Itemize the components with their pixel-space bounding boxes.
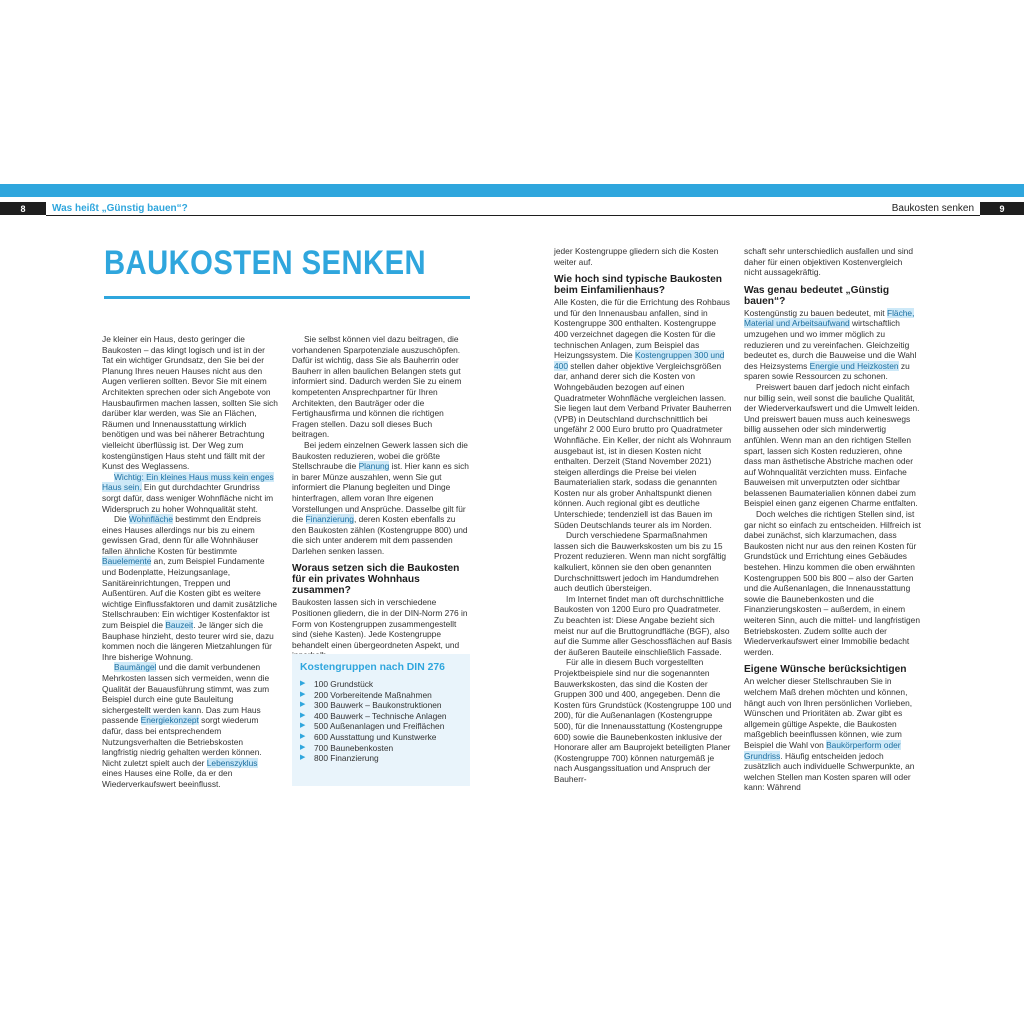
- box-title: Kostengruppen nach DIN 276: [300, 662, 445, 673]
- cost-group-label: 700 Baunebenkosten: [314, 742, 394, 753]
- text-column-3: [554, 246, 732, 785]
- cost-group-label: 100 Grundstück: [314, 679, 374, 689]
- triangle-bullet-icon: ▶: [300, 701, 306, 709]
- highlighted-term: Energie und Heizkosten: [809, 360, 899, 371]
- cost-group-label: 600 Ausstattung und Kunstwerke: [314, 731, 437, 742]
- highlighted-term: Finanzierung: [305, 514, 354, 525]
- body-paragraph: Doch welches die richtigen Stellen sind, ist gar nicht so einfach zu entscheiden. Hilfreich ist dabei zunächst, sich klarzumachen, dass Baukosten nicht nur aus den reinen Kosten für Grundstück und Errichtung eines Gebäudes bestehen. Hinzu kommen die oben erwähnten Kostengruppen 500 bis 800 – also der Garten und die Außenanlagen, die Innenausstattung sowie die Baunebenkosten und die Finanzierungskosten – außerdem, in einem weiteren Sinn, auch die mittel- und langfristigen Betriebskosten. Zudem sollte auch der Wiederverkaufswert einer Immobilie bedacht werden.: [744, 509, 921, 657]
- cost-group-item: [300, 743, 470, 754]
- body-paragraph: Sie selbst können viel dazu beitragen, die vorhandenen Sparpotenziale auszuschöpfen. Dafür ist wichtig, dass Sie als Bauherrin oder Bauherr in allen baulichen Belangen stets gut informiert sind. Dadurch werden Sie zu einem kompetenten Ansprechpartner für Ihren Architekten, den Bauträger oder die Fertighausfirma und können die richtigen Fragen stellen. Dazu soll dieses Buch beitragen.: [292, 334, 462, 440]
- text-column-4: [744, 246, 922, 793]
- highlighted-term: Baumängel: [114, 662, 157, 673]
- cost-group-label: 400 Bauwerk – Technische Anlagen: [314, 710, 447, 721]
- header-rule-right: [512, 215, 980, 216]
- section-heading: Eigene Wünsche berücksichtigen: [744, 664, 907, 676]
- cost-group-item: [300, 732, 470, 743]
- section-heading: Wie hoch sind typische Baukosten beim Einfamilienhaus?: [554, 274, 723, 297]
- text-column-1: [102, 334, 278, 790]
- body-paragraph: Bei jedem einzelnen Gewerk lassen sich die Baukosten reduzieren, wobei die größte Stellschraube die Planung ist. Hier kann es sich in barer Münze auszahlen, wenn Sie gut informiert die Planung begleiten und Dinge hinterfragen, allem voran Ihre eigenen Vorstellungen und Ansprüche. Dasselbe gilt für die Finanzierung, deren Kosten ebenfalls zu den Baukosten zählen (Kostengruppe 800) und die sich unter anderem mit dem passenden Darlehen senken lassen.: [292, 439, 469, 556]
- section-heading: Was genau bedeutet „Günstig bauen“?: [744, 284, 890, 307]
- highlighted-term: Lebenszyklus: [206, 757, 258, 768]
- body-paragraph: Wichtig: Ein kleines Haus muss kein enges Haus sein. Ein gut durchdachter Grundriss sorgt dafür, dass weniger Wohnfläche nicht im Widerspruch zu hoher Wohnqualität steht.: [102, 471, 274, 514]
- body-paragraph: Preiswert bauen darf jedoch nicht einfach nur billig sein, weil sonst die bauliche Qualität, der Wiederverkaufswert und die Umwelt leiden. Und preiswert bauen muss auch keineswegs billig aussehen oder sich minderwertig anfühlen. Wenn man an den richtigen Stellen spart, lassen sich Kosten reduzieren, ohne dass man ästhetische Abstriche machen oder auf Wohnqualität verzichten muss. Einfache Bauweisen mit unverputzten oder sichtbar belassenen Baumaterialien können dabei zum Beispiel einen ganz eigenen Charme entfalten.: [744, 381, 920, 509]
- triangle-bullet-icon: ▶: [300, 690, 306, 698]
- cost-group-label: 300 Bauwerk – Baukonstruktionen: [314, 700, 442, 711]
- text-column-2: [292, 334, 470, 661]
- cost-group-item: [300, 753, 470, 764]
- cost-group-item: [300, 721, 470, 732]
- body-paragraph: Kostengünstig zu bauen bedeutet, mit Fläche, Material und Arbeitsaufwand wirtschaftlich umzugehen und wo immer möglich zu reduzieren und zu vereinfachen. Gleichzeitig bedeutet es, durch die Bauweise und die Wahl des Heizsystems Energie und Heizkosten zu sparen sowie Ressourcen zu schonen.: [744, 307, 917, 382]
- body-paragraph: jeder Kostengruppe gliedern sich die Kosten weiter auf.: [554, 246, 719, 267]
- triangle-bullet-icon: ▶: [300, 711, 306, 719]
- running-title-right: Baukosten senken: [891, 203, 974, 214]
- body-paragraph: Baumängel und die damit verbundenen Mehrkosten lassen sich vermeiden, wenn die Qualität der Bauausführung stimmt, was zum Beispiel durch eine gute Bauleitung sichergestellt werden kann. Das zum Haus passende Energiekonzept sorgt wiederum dafür, dass bei entsprechendem Nutzungsverhalten die Betriebskosten langfristig niedrig gehalten werden können. Nicht zuletzt spielt auch der Lebenszyklus eines Hauses eine Rolle, da er den Wiederverkaufswert beeinflusst.: [102, 662, 270, 789]
- page-title: BAUKOSTEN SENKEN: [104, 244, 427, 282]
- body-paragraph: Die Wohnfläche bestimmt den Endpreis eines Hauses allerdings nur bis zu einem gewissen Grad, denn für alle Wohnhäuser fallen ähnliche Kosten für bestimmte Bauelemente an, zum Beispiel Fundamente und Bodenplatte, Heizungsanlage, Sanitäreinrichtungen, Treppen und Außentüren. Auf die Kosten gibt es weitere wichtige Einflussfaktoren und damit zusätzliche Stellschrauben: Ein wichtiger Kostenfaktor ist zum Beispiel die Bauzeit. Je länger sich die Bauphase hinzieht, desto teurer wird sie, dazu kommen noch die längeren Mietzahlungen für Ihre bisherige Wohnung.: [102, 514, 278, 662]
- body-paragraph: Je kleiner ein Haus, desto geringer die Baukosten – das klingt logisch und ist in der Tat ein wichtiger Grundsatz, den Sie bei der Planung Ihres neuen Hauses nicht aus den Augen verlieren sollten. Bevor Sie mit einem Architekten sprechen oder sich Angebote von Hausbaufirmen machen lassen, sollten Sie sich darüber klar werden, was Sie an Flächen, Räumen und Innenausstattung wirklich benötigen und was bei näherer Betrachtung vielleicht überflüssig ist. Der Weg zum kostengünstigen Haus steht und fällt mit der Kunst des Weglassens.: [102, 334, 278, 472]
- cost-group-label: 200 Vorbereitende Maßnahmen: [314, 689, 432, 700]
- body-paragraph: schaft sehr unterschiedlich ausfallen und sind daher für einen objektiven Kostenvergleich nicht aussagekräftig.: [744, 246, 913, 278]
- cost-group-item: [300, 700, 470, 711]
- body-paragraph: Alle Kosten, die für die Errichtung des Rohbaus und für den Innenausbau anfallen, sind in Kostengruppe 300 enthalten. Kostengruppe 400 verzeichnet dagegen die Kosten für die technischen Anlagen, zum Beispiel das Heizungssystem. Die Kostengruppen 300 und 400 stellen daher objektive Vergleichsgrößen dar, anhand derer sich die Kosten von Wohngebäuden bezogen auf einen Quadratmeter Wohnfläche vergleichen lassen. Sie liegen laut dem Verband Privater Bauherren (VPB) in Deutschland durchschnittlich bei ungefähr 2 000 Euro brutto pro Quadratmeter Wohnfläche. Ein Keller, der nicht als Wohnraum ausgebaut ist, ist in diesen Kosten nicht enthalten. Derzeit (Stand November 2021) steigen allerdings die Preise bei vielen Baumaterialien stark, sodass die genannten Kosten nur als grober Anhaltspunkt dienen können. Auch regional gibt es deutliche Unterschiede; tendenziell ist das Bauen im Süden Deutschlands teurer als im Norden.: [554, 297, 732, 530]
- top-color-band: [0, 184, 1024, 197]
- highlighted-term: Bauzeit: [165, 620, 194, 631]
- highlighted-term: Fläche, Material und Arbeitsaufwand: [744, 307, 915, 329]
- page-number-right: 9: [980, 202, 1024, 215]
- highlighted-term: Baukörperform oder Grundriss: [744, 739, 901, 761]
- triangle-bullet-icon: ▶: [300, 754, 306, 762]
- highlighted-term: Bauelemente: [102, 556, 152, 567]
- triangle-bullet-icon: ▶: [300, 732, 306, 740]
- header-rule-left: [46, 215, 512, 216]
- cost-groups-list: [292, 679, 470, 764]
- cost-group-item: [300, 711, 470, 722]
- highlighted-term: Kostengruppen 300 und 400: [554, 350, 725, 371]
- triangle-bullet-icon: ▶: [300, 722, 306, 730]
- highlighted-term: Planung: [358, 461, 390, 472]
- body-paragraph: Im Internet findet man oft durchschnittliche Baukosten von 1200 Euro pro Quadratmeter. Zu beachten ist: Diese Angabe bezieht sich meist nur auf die Bruttogrundfläche (BGF), also auf die Summe aller Geschossflächen auf Basis der äußeren Bauteile einschließlich Fassade.: [554, 593, 732, 657]
- body-paragraph: An welcher dieser Stellschrauben Sie in welchem Maß drehen möchten und können, hängt auch von Ihren persönlichen Vorlieben, Wünschen und Prioritäten ab. Zwar gibt es allgemein gültige Aspekte, die Baukosten maßgeblich beeinflussen können, wie zum Beispiel die Wahl von Baukörperform oder Grundriss. Häufig entscheiden jedoch zusätzlich auch individuelle Schwerpunkte, an welchen Stellen man Kosten sparen will oder kann: Während: [744, 676, 915, 793]
- highlighted-term: Wohnfläche: [128, 514, 173, 525]
- triangle-bullet-icon: ▶: [300, 743, 306, 751]
- triangle-bullet-icon: ▶: [300, 680, 306, 687]
- section-heading: Woraus setzen sich die Baukosten für ein privates Wohnhaus zusammen?: [292, 563, 460, 597]
- cost-group-label: 800 Finanzierung: [314, 753, 379, 764]
- body-paragraph: Durch verschiedene Sparmaßnahmen lassen sich die Bauwerkskosten um bis zu 15 Prozent reduzieren. Wenn man nicht sorgfältig kalkuliert, können sie den oben genannten Durchschnittswert jedoch im Handumdrehen auch deutlich übersteigen.: [554, 530, 727, 594]
- cost-groups-box: [292, 654, 470, 786]
- title-underline: [104, 296, 470, 299]
- body-paragraph: Baukosten lassen sich in verschiedene Positionen gliedern, die in der DIN-Norm 276 in Form von Kostengruppen zusammengestellt sind (siehe Kasten). Jede Kostengruppe behandelt einen übergeordneten Aspekt, und: [292, 597, 468, 650]
- highlighted-term: Energiekonzept: [140, 715, 199, 726]
- running-title-left: Was heißt „Günstig bauen“?: [52, 203, 188, 214]
- highlighted-term: Wichtig: Ein kleines Haus muss kein enges Haus sein.: [102, 471, 274, 493]
- cost-group-item: [300, 690, 470, 701]
- cost-group-label: 500 Außenanlagen und Freiflächen: [314, 721, 445, 732]
- cost-group-item: [300, 679, 470, 690]
- page-number-left: 8: [0, 202, 46, 215]
- body-paragraph: Für alle in diesem Buch vorgestellten Projektbeispiele sind nur die sogenannten Bauwerkskosten, das sind die Kosten der Gruppen 300 und 400, angegeben. Denn die Kosten fürs Grundstück (Kostengruppe 100 und 200), für die Außenanlagen (Kostengruppe 500), für die Innenausstattung (Kostengruppe 600) sowie die Baunebenkosten inklusive der Honorare aller am Bauprojekt beteiligten Planer (Kostengruppe 700) können naturgemäß je nach Ausgangssituation und Anspruch der Bauherr-: [554, 657, 732, 784]
